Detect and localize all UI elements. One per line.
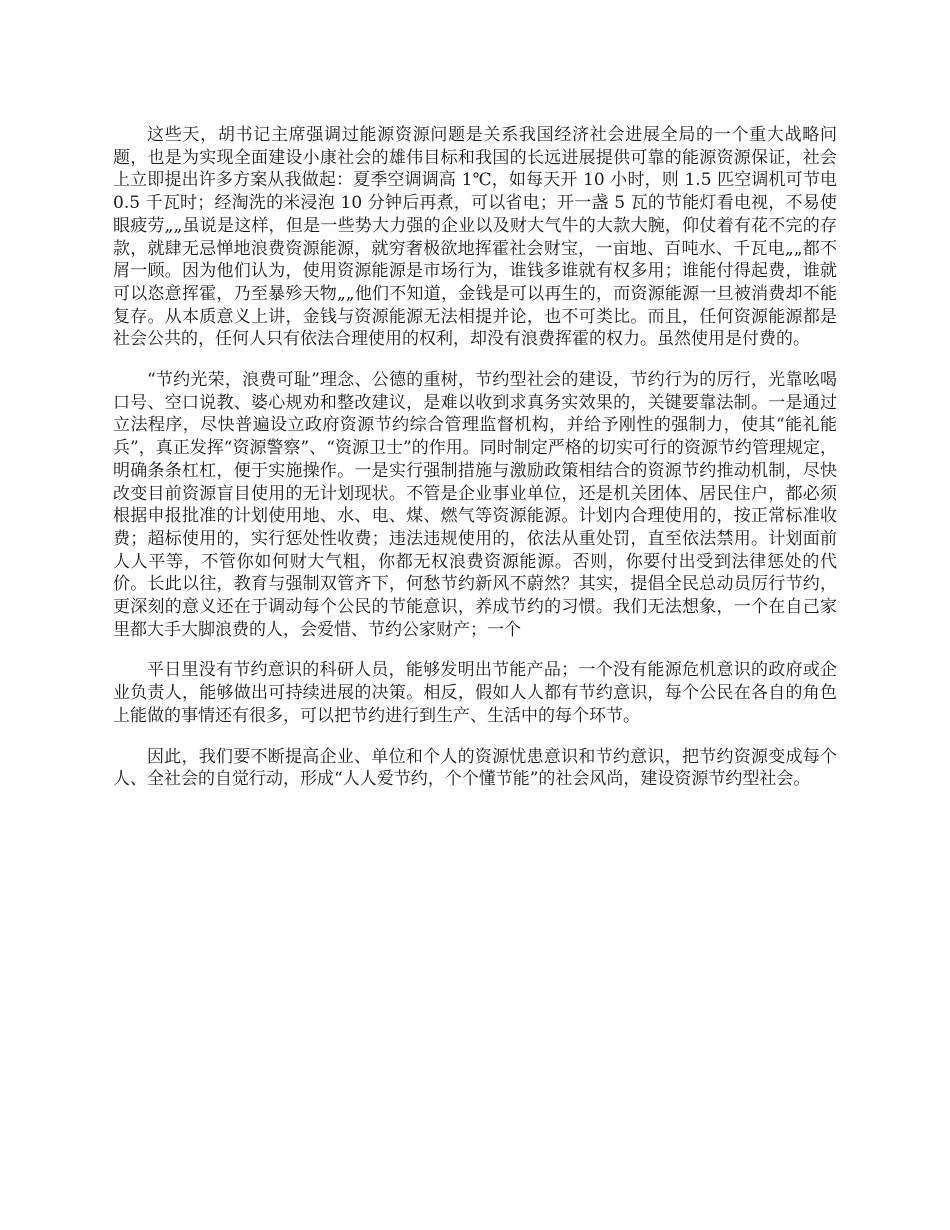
paragraph-1: 这些天，胡书记主席强调过能源资源问题是关系我国经济社会进展全局的一个重大战略问题，也是为实现全面建设小康社会的雄伟目标和我国的长远进展提供可靠的能源资源保证，社会上立即提出许多方案从我做起：夏季空调调高 1℃，如每天开 10 小时，则 1.5 匹空调机可节电 0.5 千瓦时；经淘洗的米浸泡 10 分钟后再煮，可以省电；开一盏 5 瓦的节能灯看电视，不易使眼疲劳„„虽说是这样，但是一些势大力强的企业以及财大气牛的大款大腕，仰仗着有花不完的存款，就肆无忌惮地浪费资源能源，就穷奢极欲地挥霍社会财宝，一亩地、百吨水、千瓦电„„都不屑一顾。因为他们认为，使用资源能源是市场行为，谁钱多谁就有权多用；谁能付得起费，谁就可以恣意挥霍，乃至暴殄天物„„他们不知道，金钱是可以再生的，而资源能源一旦被消费却不能复存。从本质意义上讲，金钱与资源能源无法相提并论，也不可类比。而且，任何资源能源都是社会公共的，任何人只有依法合理使用的权利，却没有浪费挥霍的权力。虽然使用是付费的。	[113, 125, 837, 350]
document-body	[113, 124, 837, 809]
paragraph-2: “节约光荣，浪费可耻”理念、公德的重树，节约型社会的建设，节约行为的厉行，光靠吆喝口号、空口说教、婆心规劝和整改建议，是难以收到求真务实效果的，关键要靠法制。一是通过立法程序，尽快普遍设立政府资源节约综合管理监督机构，并给予刚性的强制力，使其“能礼能兵”，真正发挥“资源警察”、“资源卫士”的作用。同时制定严格的切实可行的资源节约管理规定，明确条条杠杠，便于实施操作。一是实行强制措施与激励政策相结合的资源节约推动机制，尽快改变目前资源盲目使用的无计划现状。不管是企业事业单位，还是机关团体、居民住户，都必须根据申报批准的计划使用地、水、电、煤、燃气等资源能源。计划内合理使用的，按正常标准收费；超标使用的，实行惩处性收费；违法违规使用的，依法从重处罚，直至依法禁用。计划面前人人平等，不管你如何财大气粗，你都无权浪费资源能源。否则，你要付出受到法律惩处的代价。长此以往，教育与强制双管齐下，何愁节约新风不蔚然？其实，提倡全民总动员厉行节约，更深刻的意义还在于调动每个公民的节能意识，养成节约的习惯。我们无法想象，一个在自己家里都大手大脚浪费的人，会爱惜、节约公家财产；一个	[113, 370, 837, 640]
paragraph-3: 平日里没有节约意识的科研人员，能够发明出节能产品；一个没有能源危机意识的政府或企业负责人，能够做出可持续进展的决策。相反，假如人人都有节约意识，每个公民在各自的角色上能做的事情还有很多，可以把节约进行到生产、生活中的每个环节。	[113, 660, 837, 726]
paragraph-4: 因此，我们要不断提高企业、单位和个人的资源忧患意识和节约意识，把节约资源变成每个人、全社会的自觉行动，形成“人人爱节约，个个懂节能”的社会风尚，建设资源节约型社会。	[113, 746, 837, 790]
